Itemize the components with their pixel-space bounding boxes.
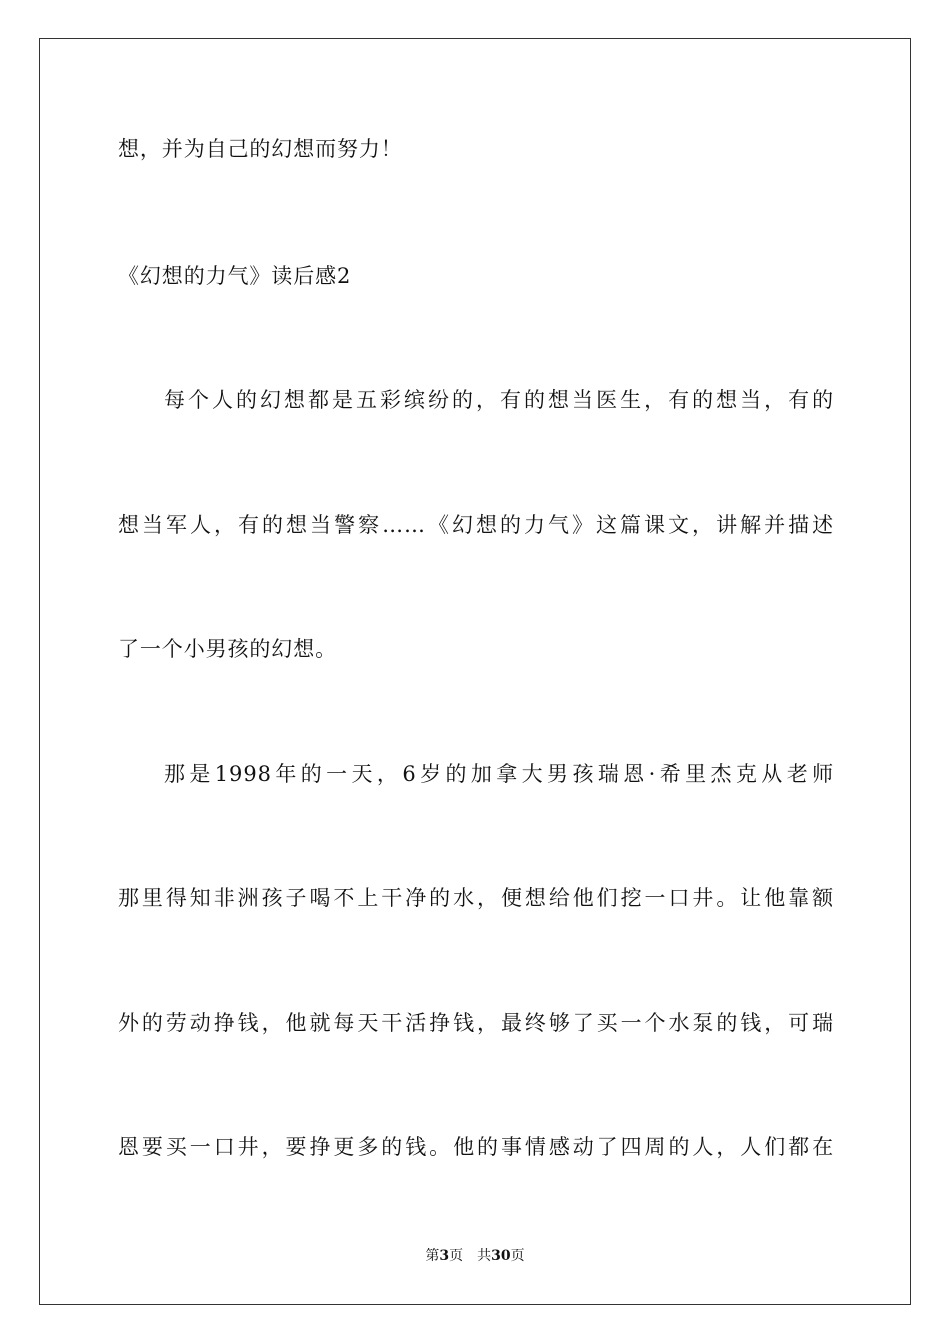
body-text-line: 外的劳动挣钱，他就每天干活挣钱，最终够了买一个水泵的钱，可瑞 xyxy=(118,1011,834,1035)
page-suffix: 页 xyxy=(449,1248,464,1264)
page-number: 3 xyxy=(439,1248,450,1264)
body-text-line: 那里得知非洲孩子喝不上干净的水，便想给他们挖一口井。让他靠额 xyxy=(118,886,834,910)
section-heading: 《幻想的力气》读后感2 xyxy=(118,264,352,288)
body-text-line: 那是1998年的一天，6岁的加拿大男孩瑞恩·希里杰克从老师 xyxy=(164,762,834,786)
body-text-line: 想，并为自己的幻想而努力！ xyxy=(118,137,403,161)
page-frame xyxy=(39,38,911,1305)
body-text-line: 了一个小男孩的幻想。 xyxy=(118,637,337,661)
page-prefix: 第 xyxy=(425,1248,440,1264)
body-text-line: 想当军人，有的想当警察……《幻想的力气》这篇课文，讲解并描述 xyxy=(118,513,834,537)
page-footer xyxy=(0,1247,950,1265)
total-pages: 30 xyxy=(491,1248,511,1264)
body-text-line: 每个人的幻想都是五彩缤纷的，有的想当医生，有的想当，有的 xyxy=(164,388,834,412)
total-suffix: 页 xyxy=(510,1248,525,1264)
body-text-line: 恩要买一口井，要挣更多的钱。他的事情感动了四周的人，人们都在 xyxy=(118,1135,834,1159)
total-prefix: 共 xyxy=(477,1248,492,1264)
